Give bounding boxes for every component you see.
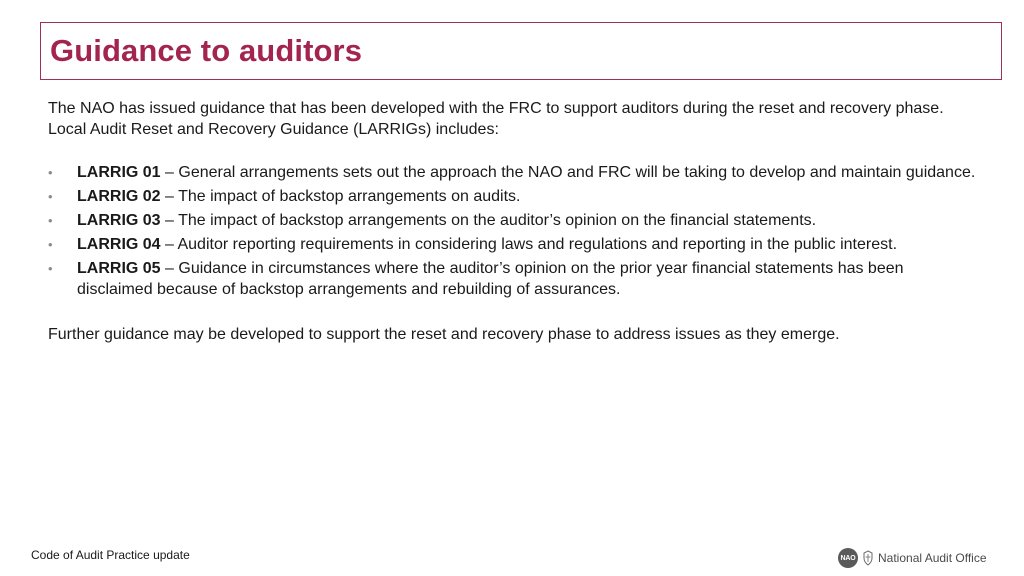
larrig-description: – The impact of backstop arrangements on audits. <box>160 188 521 205</box>
bullet-icon: • <box>48 261 53 276</box>
closing-paragraph: Further guidance may be developed to support the reset and recovery phase to address issues as they emerge. <box>48 326 840 343</box>
slide-title: Guidance to auditors <box>50 33 363 68</box>
bullet-icon: • <box>48 165 53 180</box>
bullet-icon: • <box>48 213 53 228</box>
larrig-code: LARRIG 03 <box>77 212 161 229</box>
list-item <box>48 162 978 183</box>
list-item <box>48 210 978 231</box>
larrig-code: LARRIG 01 <box>77 164 161 181</box>
title-box <box>40 22 1002 80</box>
nao-logo <box>838 548 987 568</box>
larrig-list <box>48 162 978 300</box>
nao-badge-icon: NAO <box>838 548 858 568</box>
bullet-icon: • <box>48 189 53 204</box>
larrig-description: – General arrangements sets out the approach the NAO and FRC will be taking to develop and maintain guidance. <box>160 164 976 181</box>
list-item <box>48 258 978 300</box>
slide-content <box>48 98 978 345</box>
intro-paragraph: The NAO has issued guidance that has been developed with the FRC to support auditors during the reset and recovery phase. Local Audit Reset and Recovery Guidance (LARRIGs) includes: <box>48 100 944 138</box>
crest-icon <box>862 550 874 566</box>
organisation-name: National Audit Office <box>878 551 987 565</box>
larrig-description: – Auditor reporting requirements in considering laws and regulations and reporting in the public interest. <box>160 236 898 253</box>
larrig-description: – The impact of backstop arrangements on the auditor’s opinion on the financial statements. <box>160 212 817 229</box>
bullet-icon: • <box>48 237 53 252</box>
larrig-description: – Guidance in circumstances where the auditor’s opinion on the prior year financial statements has been disclaimed because of backstop arrangements and rebuilding of assurances. <box>77 260 904 298</box>
list-item <box>48 186 978 207</box>
list-item <box>48 234 978 255</box>
footer-caption: Code of Audit Practice update <box>31 548 190 562</box>
larrig-code: LARRIG 04 <box>77 236 161 253</box>
larrig-code: LARRIG 02 <box>77 188 161 205</box>
larrig-code: LARRIG 05 <box>77 260 161 277</box>
